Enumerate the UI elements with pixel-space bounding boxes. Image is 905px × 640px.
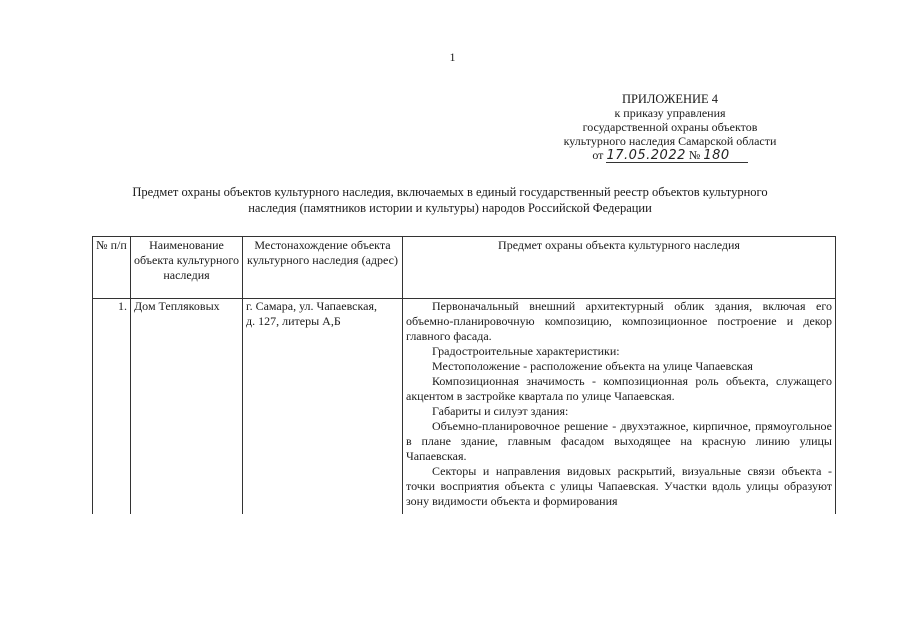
- header-subject: Предмет охраны объекта культурного наследия: [403, 237, 836, 299]
- document-title: [100, 184, 800, 216]
- appendix-line: государственной охраны объектов: [582, 120, 758, 134]
- subject-paragraph: Габариты и силуэт здания:: [432, 404, 569, 418]
- subject-paragraph: Градостроительные характеристики:: [432, 344, 620, 358]
- date-prefix: от: [592, 148, 604, 162]
- subject-paragraph: Местоположение - расположение объекта на улице Чапаевская: [432, 359, 753, 373]
- subject-paragraph: Первоначальный внешний архитектурный облик здания, включая его объемно-планировочную композицию, композиционное построение и декор главного фасада.: [406, 299, 832, 343]
- appendix-line: культурного наследия Самарской области: [563, 134, 777, 148]
- appendix-block: [520, 92, 820, 163]
- page-number: 1: [449, 50, 456, 64]
- table-row: [93, 299, 836, 514]
- location-line: д. 127, литеры А,Б: [246, 314, 341, 328]
- row-location: [243, 299, 403, 514]
- subject-paragraph: Объемно-планировочное решение - двухэтажное, кирпичное, прямоугольное в плане здание, главным фасадом выходящее на красную линию улицы Чапаевская.: [406, 419, 832, 463]
- order-date-underline: [606, 149, 747, 163]
- appendix-line: к приказу управления: [614, 106, 726, 120]
- header-location: Местонахождение объекта культурного наследия (адрес): [243, 237, 403, 299]
- row-name: Дом Тепляковых: [131, 299, 243, 514]
- document-title-line: наследия (памятников истории и культуры) народов Российской Федерации: [248, 201, 652, 215]
- appendix-title: ПРИЛОЖЕНИЕ 4: [621, 92, 719, 106]
- row-num: 1.: [93, 299, 131, 514]
- order-number: 180: [703, 148, 730, 163]
- order-date: 17.05.2022: [606, 148, 686, 163]
- document-title-line: Предмет охраны объектов культурного наследия, включаемых в единый государственный реестр объектов культурного: [132, 185, 768, 199]
- header-name: Наименование объекта культурного наследия: [131, 237, 243, 299]
- heritage-table: [92, 236, 836, 514]
- location-line: г. Самара, ул. Чапаевская,: [246, 299, 377, 313]
- table-header-row: [93, 237, 836, 299]
- subject-paragraph: Секторы и направления видовых раскрытий, визуальные связи объекта - точки восприятия объекта с улицы Чапаевская. Участки вдоль улицы образуют зону видимости объекта и формирования: [406, 464, 832, 508]
- row-subject: [403, 299, 836, 514]
- subject-paragraph: Композиционная значимость - композиционная роль объекта, служащего акцентом в застройке квартала по улице Чапаевская.: [406, 374, 832, 403]
- header-num: № п/п: [93, 237, 131, 299]
- order-date-line: [520, 148, 820, 163]
- number-prefix: №: [688, 148, 701, 162]
